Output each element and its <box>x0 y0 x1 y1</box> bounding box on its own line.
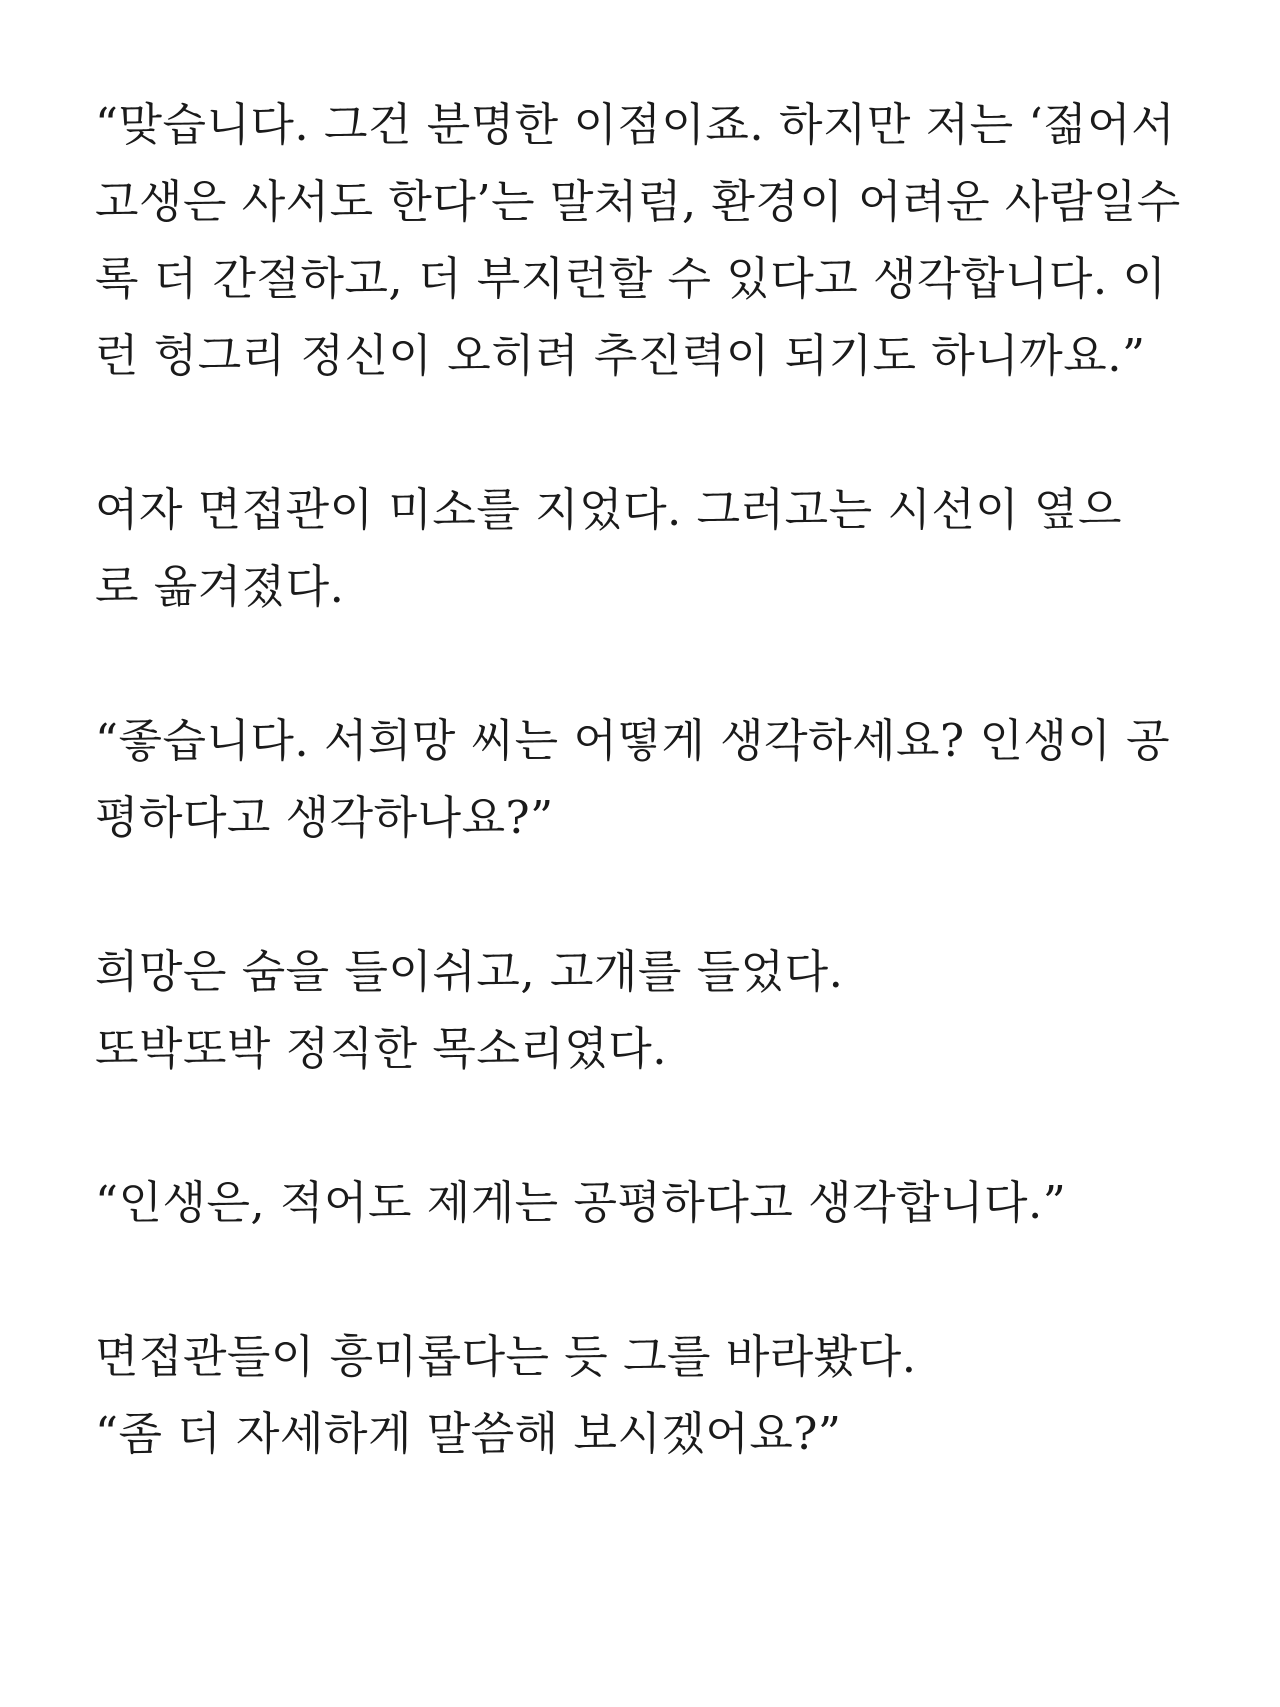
text-line: 희망은 숨을 들이쉬고, 고개를 들었다. <box>95 945 844 998</box>
paragraph-1 <box>95 86 1205 394</box>
text-line: 평하다고 생각하나요?” <box>95 791 554 844</box>
text-line: “인생은, 적어도 제게는 공평하다고 생각합니다.” <box>95 1176 1067 1229</box>
text-line: 여자 면접관이 미소를 지었다. 그러고는 시선이 옆으 <box>95 483 1123 536</box>
text-line: 런 헝그리 정신이 오히려 추진력이 되기도 하니까요.” <box>95 329 1146 382</box>
paragraph-gap <box>95 394 1205 471</box>
paragraph-gap <box>95 1087 1205 1164</box>
paragraph-2 <box>95 471 1205 625</box>
text-line: 록 더 간절하고, 더 부지런할 수 있다고 생각합니다. 이 <box>95 252 1167 305</box>
text-line: 또박또박 정직한 목소리였다. <box>95 1022 668 1075</box>
paragraph-6 <box>95 1318 1205 1472</box>
paragraph-4 <box>95 933 1205 1087</box>
paragraph-5 <box>95 1164 1205 1241</box>
text-line: 로 옮겨졌다. <box>95 560 345 613</box>
paragraph-gap <box>95 856 1205 933</box>
text-line: 고생은 사서도 한다’는 말처럼, 환경이 어려운 사람일수 <box>95 175 1181 228</box>
text-line: “좀 더 자세하게 말씀해 보시겠어요?” <box>95 1407 842 1460</box>
document-page <box>95 86 1205 1472</box>
paragraph-gap <box>95 625 1205 702</box>
text-line: “좋습니다. 서희망 씨는 어떻게 생각하세요? 인생이 공 <box>95 714 1171 767</box>
text-line: 면접관들이 흥미롭다는 듯 그를 바라봤다. <box>95 1330 917 1383</box>
text-line: “맞습니다. 그건 분명한 이점이죠. 하지만 저는 ‘젊어서 <box>95 98 1176 151</box>
paragraph-3 <box>95 702 1205 856</box>
paragraph-gap <box>95 1241 1205 1318</box>
